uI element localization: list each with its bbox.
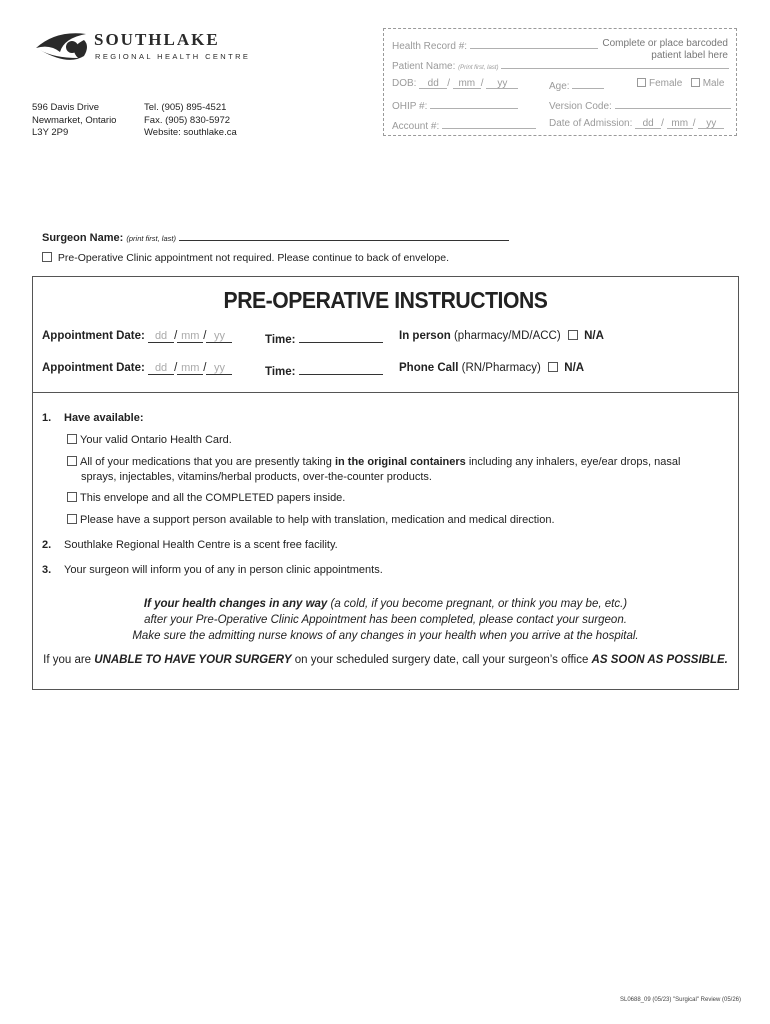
health-record-field[interactable] — [392, 38, 598, 52]
in-person-option — [399, 330, 604, 342]
southlake-logo — [34, 28, 251, 68]
unable-text: If you are — [43, 654, 95, 666]
male-checkbox[interactable] — [691, 78, 700, 87]
unable-emphasis: UNABLE TO HAVE YOUR SURGERY — [94, 654, 292, 666]
appt-day-input[interactable]: dd — [148, 330, 174, 343]
appointment-date-label: Appointment Date: — [42, 330, 145, 342]
checklist-item[interactable] — [67, 455, 680, 470]
checklist-label: Your valid Ontario Health Card. — [80, 434, 232, 446]
appointment-time-field[interactable] — [265, 330, 383, 346]
org-subtitle: REGIONAL HEALTH CENTRE — [95, 52, 251, 61]
label-note-line: Complete or place barcoded — [602, 38, 728, 49]
unable-emphasis: AS SOON AS POSSIBLE. — [591, 654, 728, 666]
patient-name-label: Patient Name: — [392, 61, 456, 72]
admission-year-input[interactable]: yy — [698, 118, 724, 129]
phone-call-label: Phone Call — [399, 362, 459, 374]
no-preop-checkbox[interactable] — [42, 252, 52, 262]
health-change-line: Make sure the admitting nurse knows of any changes in your health when you arrive at the hospital. — [132, 630, 639, 642]
na-label: N/A — [564, 362, 585, 374]
admission-day-input[interactable]: dd — [635, 118, 661, 129]
list-item-text: Southlake Regional Health Centre is a scent free facility. — [64, 539, 338, 551]
section-divider — [32, 392, 739, 393]
instructions-title: PRE-OPERATIVE INSTRUCTIONS — [223, 287, 548, 313]
address-line: Newmarket, Ontario — [32, 114, 117, 126]
surgeon-name-input[interactable] — [179, 230, 509, 241]
admission-date-field[interactable]: Date of Admission: dd / mm / yy — [549, 118, 724, 129]
appointment-time-field[interactable] — [265, 362, 383, 378]
org-name: SOUTHLAKE — [94, 30, 220, 49]
dob-field[interactable]: DOB: dd / mm / yy — [392, 78, 518, 89]
checklist-item[interactable] — [67, 513, 555, 528]
account-field[interactable] — [392, 118, 536, 132]
appointment-date-label: Appointment Date: — [42, 362, 145, 374]
health-record-label: Health Record #: — [392, 41, 468, 52]
checklist-label: All of your medications that you are presently taking — [80, 456, 335, 468]
address-block — [32, 102, 116, 140]
unable-text: on your scheduled surgery date, call your surgeon’s office — [291, 654, 592, 666]
checklist-label: Please have a support person available to help with translation, medication and medical direction. — [80, 514, 555, 526]
address-line: 596 Davis Drive — [32, 102, 100, 113]
phone-call-option — [399, 362, 584, 374]
surgeon-name-hint: (print first, last) — [126, 234, 176, 243]
time-input[interactable] — [299, 362, 383, 375]
time-label: Time: — [265, 334, 296, 346]
na-label: N/A — [584, 330, 604, 342]
patient-name-input[interactable] — [501, 58, 729, 69]
version-code-input[interactable] — [615, 98, 731, 109]
contact-block — [144, 102, 237, 140]
list-item: 1. Have available: — [42, 412, 144, 424]
checkbox[interactable] — [67, 492, 77, 502]
version-code-field[interactable] — [549, 98, 731, 112]
female-label: Female — [649, 78, 683, 89]
dob-day-input[interactable]: dd — [419, 78, 447, 89]
form-code: SL0688_09 (05/23) "Surgical" Review (05/26) — [620, 997, 741, 1003]
time-input[interactable] — [299, 330, 383, 343]
in-person-label: In person — [399, 330, 451, 342]
surgeon-name-field[interactable] — [42, 230, 509, 244]
appt-month-input[interactable]: mm — [177, 330, 203, 343]
list-item: 2. Southlake Regional Health Centre is a scent free facility. — [42, 539, 338, 551]
unable-surgery-note — [32, 654, 739, 666]
phone-call-detail: (RN/Pharmacy) — [461, 362, 541, 374]
phone-na-checkbox[interactable] — [548, 362, 558, 372]
in-person-na-checkbox[interactable] — [568, 330, 578, 340]
address-line: L3Y 2P9 — [32, 127, 69, 138]
appt-day-input[interactable]: dd — [148, 362, 174, 375]
checklist-item[interactable] — [67, 491, 345, 506]
fax-number: Fax. (905) 830-5972 — [144, 114, 231, 126]
dob-year-input[interactable]: yy — [486, 78, 518, 89]
patient-name-hint: (Print first, last) — [458, 65, 499, 71]
checklist-item[interactable] — [67, 433, 232, 448]
in-person-detail: (pharmacy/MD/ACC) — [453, 330, 561, 342]
checkbox[interactable] — [67, 456, 77, 466]
no-preop-option[interactable] — [42, 252, 449, 264]
account-input[interactable] — [442, 118, 536, 129]
list-item-text: Your surgeon will inform you of any in person clinic appointments. — [64, 564, 383, 576]
ohip-field[interactable] — [392, 98, 518, 112]
admission-month-input[interactable]: mm — [667, 118, 693, 129]
dob-month-input[interactable]: mm — [453, 78, 481, 89]
appt-year-input[interactable]: yy — [206, 330, 232, 343]
label-note-line: patient label here — [651, 50, 728, 61]
health-change-note — [32, 596, 739, 612]
appointment-date-field[interactable]: Appointment Date: dd / mm / yy — [42, 362, 232, 375]
surgeon-name-label: Surgeon Name: — [42, 232, 124, 244]
checklist-continuation: sprays, injectables, vitamins/herbal products, over-the-counter products. — [81, 471, 432, 483]
health-record-input[interactable] — [470, 38, 598, 49]
sex-options — [637, 78, 724, 89]
male-label: Male — [702, 78, 725, 89]
checklist-label: This envelope and all the COMPLETED papers inside. — [80, 492, 346, 504]
appt-month-input[interactable]: mm — [177, 362, 203, 375]
account-label: Account #: — [392, 121, 440, 132]
checklist-emphasis: in the original containers — [334, 456, 466, 468]
ohip-label: OHIP #: — [392, 101, 428, 112]
age-input[interactable] — [572, 78, 604, 89]
health-change-text: (a cold, if you become pregnant, or think you may be, etc.) — [327, 598, 628, 610]
dob-label: DOB: — [392, 78, 417, 89]
version-code-label: Version Code: — [549, 101, 612, 112]
phone-number: Tel. (905) 895-4521 — [144, 102, 227, 113]
age-label: Age: — [549, 81, 570, 92]
patient-name-field[interactable] — [392, 58, 729, 72]
logo-mark-icon — [34, 28, 92, 64]
checkbox[interactable] — [67, 514, 77, 524]
no-preop-label: Pre-Operative Clinic appointment not required. Please continue to back of envelope. — [57, 252, 449, 264]
website: Website: southlake.ca — [144, 127, 237, 138]
list-item: 3. Your surgeon will inform you of any in person clinic appointments. — [42, 564, 383, 576]
female-checkbox[interactable] — [637, 78, 646, 87]
appointment-date-field[interactable]: Appointment Date: dd / mm / yy — [42, 330, 232, 343]
list-item-title: Have available: — [64, 412, 144, 424]
checkbox[interactable] — [67, 434, 77, 444]
time-label: Time: — [265, 366, 296, 378]
admission-date-label: Date of Admission: — [549, 118, 633, 129]
health-change-emphasis: If your health changes in any way — [143, 598, 328, 610]
appt-year-input[interactable]: yy — [206, 362, 232, 375]
ohip-input[interactable] — [430, 98, 518, 109]
age-field[interactable] — [549, 78, 604, 92]
health-change-line: after your Pre-Operative Clinic Appointment has been completed, please contact your surgeon. — [144, 614, 627, 626]
checklist-label: including any inhalers, eye/ear drops, nasal — [465, 456, 681, 468]
